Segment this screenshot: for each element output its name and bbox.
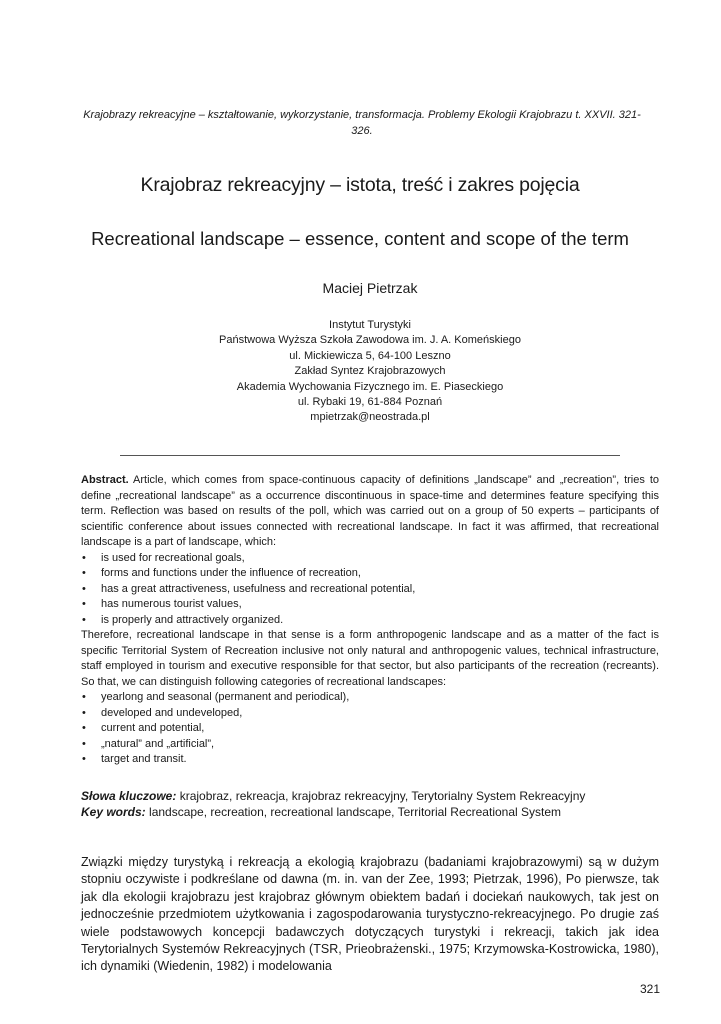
list-item: • has numerous tourist values, [81, 597, 659, 613]
affiliation-line: Akademia Wychowania Fizycznego im. E. Piaseckiego [236, 380, 504, 393]
abstract-intro-text: Article, which comes from space-continuous capacity of definitions „landscape” and „recreation”, tries to define „recreational landscape” as a occurrence discontinuous in space-time and determines feature specifying this term. Reflection was based on results of the poll, which was carried out on a group of 50 experts – participants of scientific conference about issues connected with recreational landscape. In fact it was affirmed, that recreational landscape is a part of landscape, which: [81, 474, 659, 548]
affiliation-line: ul. Mickiewicza 5, 64-100 Leszno [289, 349, 451, 362]
keywords-polish-text: krajobraz, rekreacja, krajobraz rekreacyjny, Terytorialny System Rekreacyjny [176, 789, 586, 803]
page-title-polish: Krajobraz rekreacyjny – istota, treść i zakres pojęcia [140, 174, 580, 196]
bullet-icon: • [82, 613, 86, 626]
author-email: mpietrzak@neostrada.pl [310, 411, 430, 424]
bullet-icon: • [82, 691, 86, 703]
abstract-middle: Therefore, recreational landscape in that sense is a form anthropogenic landscape and as a matter of the fact is specific Territorial System of Recreation inclusive not only natural and anthropogenic values, technical infrastructure, staff employed in tourism and executive responsible for that sector, but also participants of the recreation (recreants). So that, we can distinguish following categories of recreational landscapes: [81, 629, 659, 688]
bullet-icon: • [82, 598, 86, 610]
bullet-icon: • [82, 737, 86, 750]
bullet-icon: • [82, 706, 86, 719]
body-paragraph: Związki między turystyką i rekreacją a ekologią krajobrazu (badaniami krajobrazowymi) są w dużym stopniu oczywiste i podkreślane od dawna (m. in. van der Zee, 1993; Pietrzak, 1996), Po pierwsze, tak jak dla ekologii krajobrazu jest krajobraz głównym obiektem badań i dociekań naukowych, tak jest on jednocześnie przedmiotem użytkowania i zagospodarowania turystyczno-rekreacyjnego. Po drugie zaś wiele podstawowych koncepcji badawczych dotyczących turystyki i rekreacji, takich jak idea Terytorialnych Systemów Rekreacyjnych (TSR, Prieobrażenski., 1975; Krzymowska-Kostrowicka, 1980), ich dynamiki (Wiedenin, 1982) i modelowania [81, 855, 659, 974]
list-item: • is properly and attractively organized. [81, 613, 659, 629]
abstract-label: Abstract. [81, 474, 129, 486]
bullet-icon: • [82, 753, 86, 765]
landscape-features-list [81, 551, 659, 629]
list-item: • is used for recreational goals, [81, 551, 659, 567]
keywords-polish [81, 788, 659, 804]
list-item: • „natural” and „artificial”, [81, 737, 659, 753]
list-item: • developed and undeveloped, [81, 706, 659, 722]
list-item: • current and potential, [81, 721, 659, 737]
keywords-polish-label: Słowa kluczowe: [81, 789, 177, 803]
keywords-english-label: Key words: [81, 805, 146, 819]
page-number: 321 [639, 982, 660, 996]
affiliation-block [160, 318, 580, 426]
abstract-intro [81, 473, 659, 551]
author-name: Maciej Pietrzak [322, 280, 418, 296]
journal-header: Krajobrazy rekreacyjne – kształtowanie, wykorzystanie, transformacja. Problemy Ekologii Krajobrazu t. XXVII. 321-326. [83, 109, 641, 137]
list-item: • yearlong and seasonal (permanent and periodical), [81, 690, 659, 706]
list-item: • has a great attractiveness, usefulness and recreational potential, [81, 582, 659, 598]
affiliation-line: Instytut Turystyki [329, 319, 411, 331]
landscape-categories-list [81, 690, 659, 768]
bullet-icon: • [82, 551, 86, 564]
bullet-icon: • [82, 582, 86, 595]
keywords-english-text: landscape, recreation, recreational landscape, Territorial Recreational System [145, 805, 562, 819]
bullet-icon: • [82, 567, 86, 579]
section-divider [120, 455, 620, 456]
affiliation-line: Państwowa Wyższa Szkoła Zawodowa im. J. A. Komeńskiego [219, 334, 521, 347]
list-item: • forms and functions under the influence of recreation, [81, 566, 659, 582]
bullet-icon: • [82, 722, 86, 734]
page-title-english: Recreational landscape – essence, content and scope of the term [91, 228, 629, 249]
abstract-block [81, 473, 659, 768]
list-item: • target and transit. [81, 752, 659, 768]
affiliation-line: Zakład Syntez Krajobrazowych [294, 365, 446, 378]
keywords-english [81, 804, 659, 820]
affiliation-line: ul. Rybaki 19, 61-884 Poznań [297, 396, 443, 409]
